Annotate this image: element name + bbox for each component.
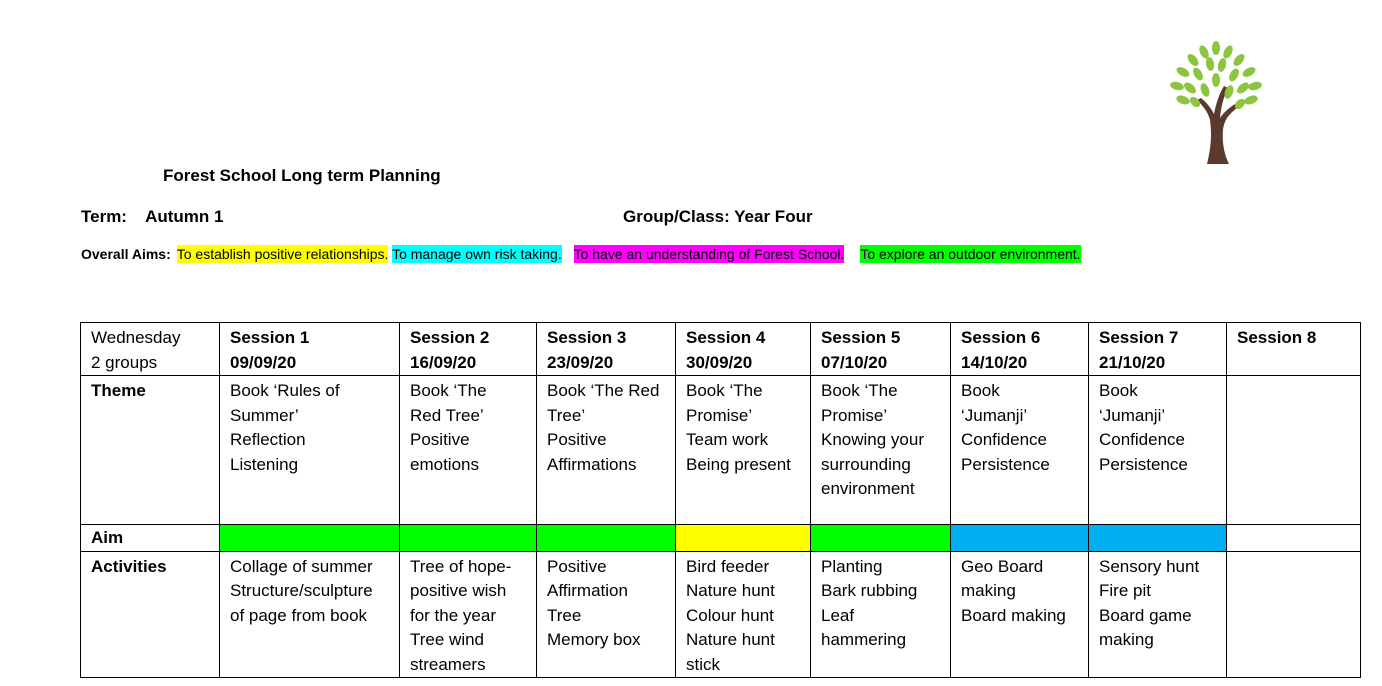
theme-cell: [951, 376, 1089, 525]
cell-line: ‘Jumanji’: [1099, 405, 1166, 425]
session-header: [220, 323, 400, 376]
term-label: Term:: [81, 207, 127, 226]
session-date: 30/09/20: [686, 352, 753, 372]
activities-cell: [951, 551, 1089, 678]
theme-cell: [220, 376, 400, 525]
cell-line: Book: [961, 381, 1000, 400]
theme-cell: [1089, 376, 1227, 525]
cell-line: Red Tree’: [410, 405, 484, 425]
cell-line: Knowing your: [821, 430, 925, 449]
session-date: 21/10/20: [1099, 352, 1166, 372]
cell-line: environment: [821, 479, 915, 498]
aim-row: [81, 525, 1361, 552]
theme-cell: [400, 376, 537, 525]
activities-row: [81, 551, 1361, 678]
overall-aims: [81, 246, 1081, 262]
cell-line: hammering: [821, 630, 907, 649]
cell-line: Sensory hunt: [1099, 556, 1200, 576]
session-name: Session 1: [230, 328, 310, 347]
cell-line: Tree: [547, 605, 582, 625]
aim-color-cell: [676, 525, 811, 552]
cell-line: Tree wind: [410, 630, 485, 649]
aim-label: Aim: [81, 525, 220, 552]
session-name: Session 6: [961, 328, 1041, 347]
cell-line: Bark rubbing: [821, 581, 918, 600]
activities-cell: [1227, 551, 1361, 678]
session-date: 16/09/20: [410, 352, 477, 372]
cell-line: for the year: [410, 605, 496, 625]
cell-line: of page from book: [230, 605, 368, 625]
activities-cell: [811, 551, 951, 678]
cell-line: streamers: [410, 654, 486, 674]
activities-cell: [1089, 551, 1227, 678]
aim-color-cell: [400, 525, 537, 552]
cell-line: Affirmations: [547, 454, 637, 474]
cell-line: Tree of hope-: [410, 556, 512, 576]
session-header: [537, 323, 676, 376]
session-header-row: [81, 323, 1361, 376]
session-date: 07/10/20: [821, 352, 888, 372]
cell-line: Book: [1099, 381, 1138, 400]
cell-line: making: [1099, 630, 1154, 649]
page-title: Forest School Long term Planning: [163, 166, 441, 185]
cell-line: Memory box: [547, 630, 641, 649]
theme-cell: [537, 376, 676, 525]
aim-color-cell: [220, 525, 400, 552]
cell-line: Collage of summer: [230, 556, 373, 576]
activities-cell: [220, 551, 400, 678]
activities-cell: [676, 551, 811, 678]
theme-cell: [811, 376, 951, 525]
session-date: 14/10/20: [961, 352, 1028, 372]
aim-color-cell: [1227, 525, 1361, 552]
cell-line: emotions: [410, 454, 479, 474]
session-name: Session 8: [1237, 328, 1317, 347]
aim-forest-school: To have an understanding of Forest School.: [573, 246, 845, 262]
cell-line: Nature hunt: [686, 581, 775, 600]
session-header: [1089, 323, 1227, 376]
session-header: [951, 323, 1089, 376]
cell-line: Promise’: [686, 405, 753, 425]
cell-line: positive wish: [410, 581, 507, 600]
cell-line: Leaf: [821, 605, 855, 625]
corner-cell: [81, 323, 220, 376]
cell-line: Confidence: [961, 430, 1048, 449]
cell-line: surrounding: [821, 454, 911, 474]
session-date: 09/09/20: [230, 352, 297, 372]
cell-line: Affirmation: [547, 581, 628, 600]
cell-line: Persistence: [1099, 454, 1188, 474]
theme-cell: [676, 376, 811, 525]
aim-color-cell: [811, 525, 951, 552]
activities-cell: [400, 551, 537, 678]
cell-line: Planting: [821, 556, 883, 576]
activities-label: Activities: [81, 551, 220, 678]
corner-day: Wednesday: [91, 328, 181, 347]
aim-color-cell: [537, 525, 676, 552]
cell-line: making: [961, 581, 1016, 600]
cell-line: Positive: [547, 556, 607, 576]
session-name: Session 5: [821, 328, 901, 347]
tree-icon: [1163, 38, 1269, 168]
session-header: [400, 323, 537, 376]
planning-table: [80, 322, 1361, 678]
aim-relationships: To establish positive relationships.: [176, 246, 389, 262]
theme-row: [81, 376, 1361, 525]
session-name: Session 3: [547, 328, 627, 347]
session-date: 23/09/20: [547, 352, 614, 372]
cell-line: Book ‘The: [686, 381, 763, 400]
cell-line: Persistence: [961, 454, 1050, 474]
cell-line: Board making: [961, 605, 1066, 625]
cell-line: Confidence: [1099, 430, 1186, 449]
cell-line: Team work: [686, 430, 769, 449]
aim-color-cell: [951, 525, 1089, 552]
cell-line: Book ‘Rules of: [230, 381, 340, 400]
cell-line: Book ‘The Red: [547, 381, 660, 400]
cell-line: Positive: [410, 430, 470, 449]
aim-outdoor-environment: To explore an outdoor environment.: [860, 246, 1081, 262]
term-value: Autumn 1: [145, 207, 224, 226]
session-name: Session 7: [1099, 328, 1179, 347]
cell-line: Book ‘The: [821, 381, 898, 400]
cell-line: Summer’: [230, 405, 299, 425]
cell-line: Listening: [230, 454, 299, 474]
cell-line: Nature hunt: [686, 630, 775, 649]
cell-line: Reflection: [230, 430, 306, 449]
session-header: [676, 323, 811, 376]
aim-color-cell: [1089, 525, 1227, 552]
cell-line: Bird feeder: [686, 556, 770, 576]
theme-cell: [1227, 376, 1361, 525]
aim-risk-taking: To manage own risk taking.: [392, 246, 562, 262]
cell-line: Structure/sculpture: [230, 581, 373, 600]
cell-line: ‘Jumanji’: [961, 405, 1028, 425]
cell-line: Colour hunt: [686, 605, 774, 625]
cell-line: Being present: [686, 454, 791, 474]
cell-line: Geo Board: [961, 556, 1044, 576]
corner-groups: 2 groups: [91, 352, 158, 372]
cell-line: Promise’: [821, 405, 888, 425]
overall-aims-label: Overall Aims:: [81, 246, 171, 262]
theme-label: Theme: [81, 376, 220, 525]
group-class: Group/Class: Year Four: [623, 207, 813, 226]
cell-line: Fire pit: [1099, 581, 1151, 600]
cell-line: Positive: [547, 430, 607, 449]
cell-line: Book ‘The: [410, 381, 487, 400]
cell-line: Tree’: [547, 405, 586, 425]
session-header: [811, 323, 951, 376]
session-name: Session 4: [686, 328, 766, 347]
session-name: Session 2: [410, 328, 490, 347]
session-header: [1227, 323, 1361, 376]
cell-line: stick: [686, 654, 720, 674]
term-line: [81, 207, 223, 227]
activities-cell: [537, 551, 676, 678]
cell-line: Board game: [1099, 605, 1192, 625]
